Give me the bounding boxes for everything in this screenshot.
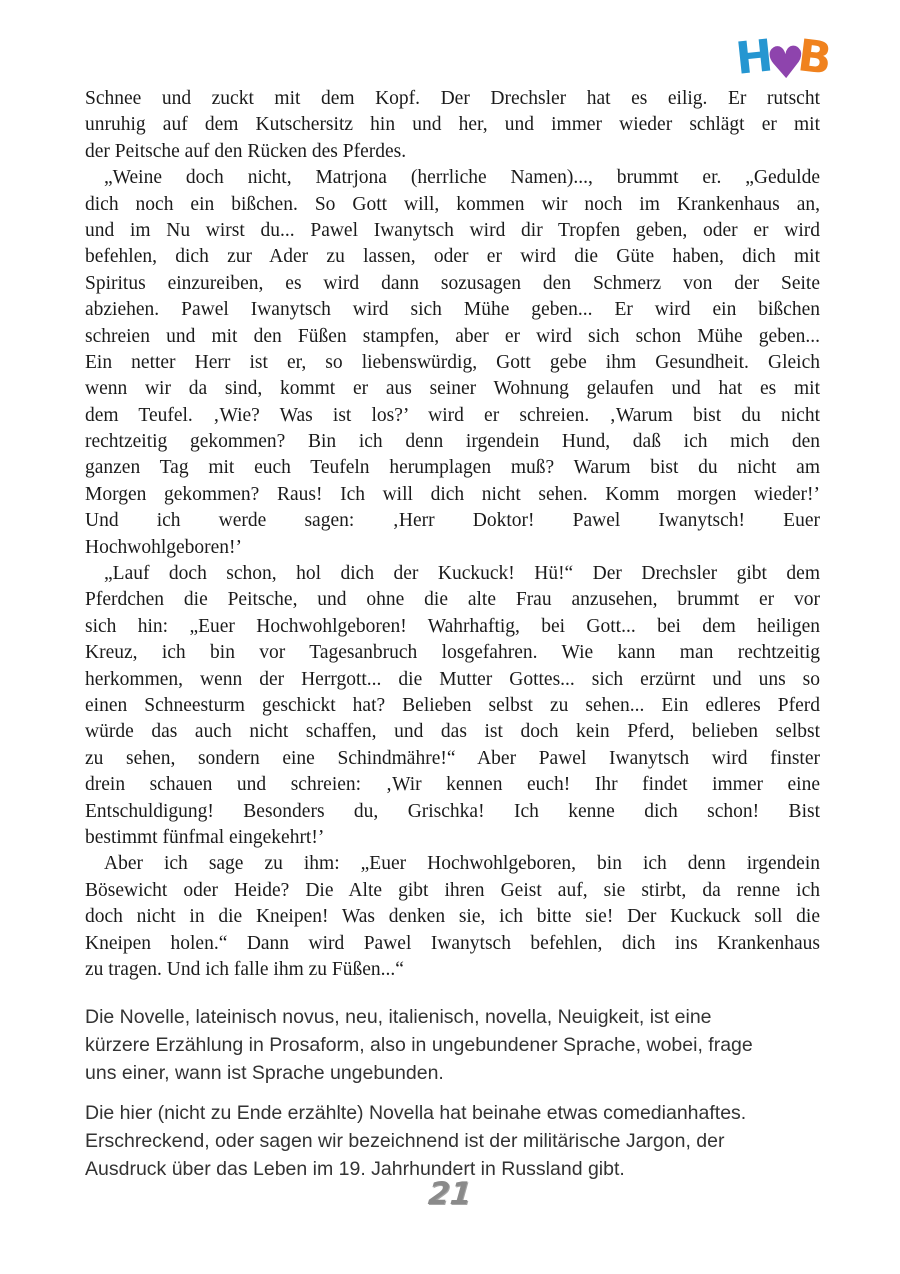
text-line: befehlen, dich zur Ader zu lassen, oder er wird die Güte haben, dich mit (85, 246, 820, 268)
logo-heart-icon: ♥ (765, 37, 807, 90)
text-line: Die Novelle, lateinisch novus, neu, italienisch, novella, Neuigkeit, ist eine (85, 1006, 712, 1028)
story-paragraph (85, 86, 820, 165)
text-line: einen Schneesturm geschickt hat? Belieben selbst zu sehen... Ein edleres Pferd (85, 694, 820, 716)
story-paragraph (85, 165, 820, 561)
text-line: doch nicht in die Kneipen! Was denken sie, ich bitte sie! Der Kuckuck soll die (85, 906, 820, 928)
publisher-logo (733, 30, 836, 90)
text-line: drein schauen und schreien: ‚Wir kennen euch! Ihr findet immer eine (85, 774, 820, 796)
text-line: Morgen gekommen? Raus! Ich will dich nicht sehen. Komm morgen wieder!’ (85, 483, 820, 505)
page-number: 21 (426, 1176, 474, 1212)
cpar (85, 1099, 840, 1183)
text-line: „Weine doch nicht, Matrjona (herrliche Namen)..., brummt er. „Gedulde (104, 167, 820, 189)
text-line: bestimmt fünfmal eingekehrt!’ (85, 826, 325, 848)
text-line: Ausdruck über das Leben im 19. Jahrhundert in Russland gibt. (85, 1158, 625, 1180)
text-line: Entschuldigung! Besonders du, Grischka! Ich kenne dich schon! Bist (85, 800, 820, 822)
text-line: schreien und mit den Füßen stampfen, aber er wird sich schon Mühe geben... (85, 325, 820, 347)
logo-letter-b: B (795, 30, 836, 85)
text-line: ganzen Tag mit euch Teufeln herumplagen muß? Warum bist du nicht am (85, 457, 820, 479)
logo-letter-h: H (733, 30, 776, 85)
text-line: der Peitsche auf den Rücken des Pferdes. (85, 140, 407, 162)
text-line: wenn wir da sind, kommt er aus seiner Wohnung gelaufen und hat es mit (85, 378, 820, 400)
text-line: Schnee und zuckt mit dem Kopf. Der Drechsler hat es eilig. Er rutscht (85, 88, 820, 109)
text-line: dich noch ein bißchen. So Gott will, kommen wir noch im Krankenhaus an, (85, 193, 820, 215)
text-line: Die hier (nicht zu Ende erzählte) Novella hat beinahe etwas comedianhaftes. (85, 1102, 747, 1124)
text-line: Erschreckend, oder sagen wir bezeichnend ist der militärische Jargon, der (85, 1130, 725, 1152)
text-line: Pferdchen die Peitsche, und ohne die alte Frau anzusehen, brummt er vor (85, 589, 820, 611)
text-line: Spiritus einzureiben, es wird dann sozusagen den Schmerz von der Seite (85, 272, 820, 294)
text-line: zu sehen, sondern eine Schindmähre!“ Aber Pawel Iwanytsch wird finster (85, 747, 820, 769)
text-line: unruhig auf dem Kutschersitz hin und her, und immer wieder schlägt er mit (85, 114, 820, 136)
story-text-block (85, 86, 820, 983)
cpar (85, 1003, 840, 1087)
text-line: Und ich werde sagen: ‚Herr Doktor! Pawel Iwanytsch! Euer (85, 510, 820, 532)
text-line: uns einer, wann ist Sprache ungebunden. (85, 1062, 444, 1084)
text-line: und im Nu wirst du... Pawel Iwanytsch wird dir Tropfen geben, oder er wird (85, 219, 820, 241)
text-line: rechtzeitig gekommen? Bin ich denn irgendein Hund, daß ich mich den (85, 431, 820, 453)
text-line: dem Teufel. ‚Wie? Was ist los?’ wird er schreien. ‚Warum bist du nicht (85, 404, 820, 426)
story-paragraph (85, 851, 820, 983)
text-line: abziehen. Pawel Iwanytsch wird sich Mühe geben... Er wird ein bißchen (85, 299, 820, 321)
text-line: Kreuz, ich bin vor Tagesanbruch losgefahren. Wie kann man rechtzeitig (85, 642, 820, 664)
text-line: kürzere Erzählung in Prosaform, also in ungebundener Sprache, wobei, frage (85, 1034, 753, 1056)
text-line: zu tragen. Und ich falle ihm zu Füßen...“ (85, 958, 404, 980)
text-line: Bösewicht oder Heide? Die Alte gibt ihren Geist auf, sie stirbt, da renne ich (85, 879, 820, 901)
text-line: herkommen, wenn der Herrgott... die Mutter Gottes... sich erzürnt und uns so (85, 668, 820, 690)
text-line: „Lauf doch schon, hol dich der Kuckuck! Hü!“ Der Drechsler gibt dem (104, 563, 820, 585)
commentary-block (85, 1003, 840, 1195)
story-paragraph (85, 561, 820, 851)
text-line: Aber ich sage zu ihm: „Euer Hochwohlgeboren, bin ich denn irgendein (104, 853, 820, 875)
text-line: Ein netter Herr ist er, so liebenswürdig, Gott gebe ihm Gesundheit. Gleich (85, 351, 820, 373)
text-line: würde das auch nicht schaffen, und das ist doch kein Pferd, belieben selbst (85, 721, 820, 743)
text-line: sich hin: „Euer Hochwohlgeboren! Wahrhaftig, bei Gott... bei dem heiligen (85, 615, 820, 637)
text-line: Hochwohlgeboren!’ (85, 536, 243, 558)
text-line: Kneipen holen.“ Dann wird Pawel Iwanytsch befehlen, dich ins Krankenhaus (85, 932, 820, 954)
